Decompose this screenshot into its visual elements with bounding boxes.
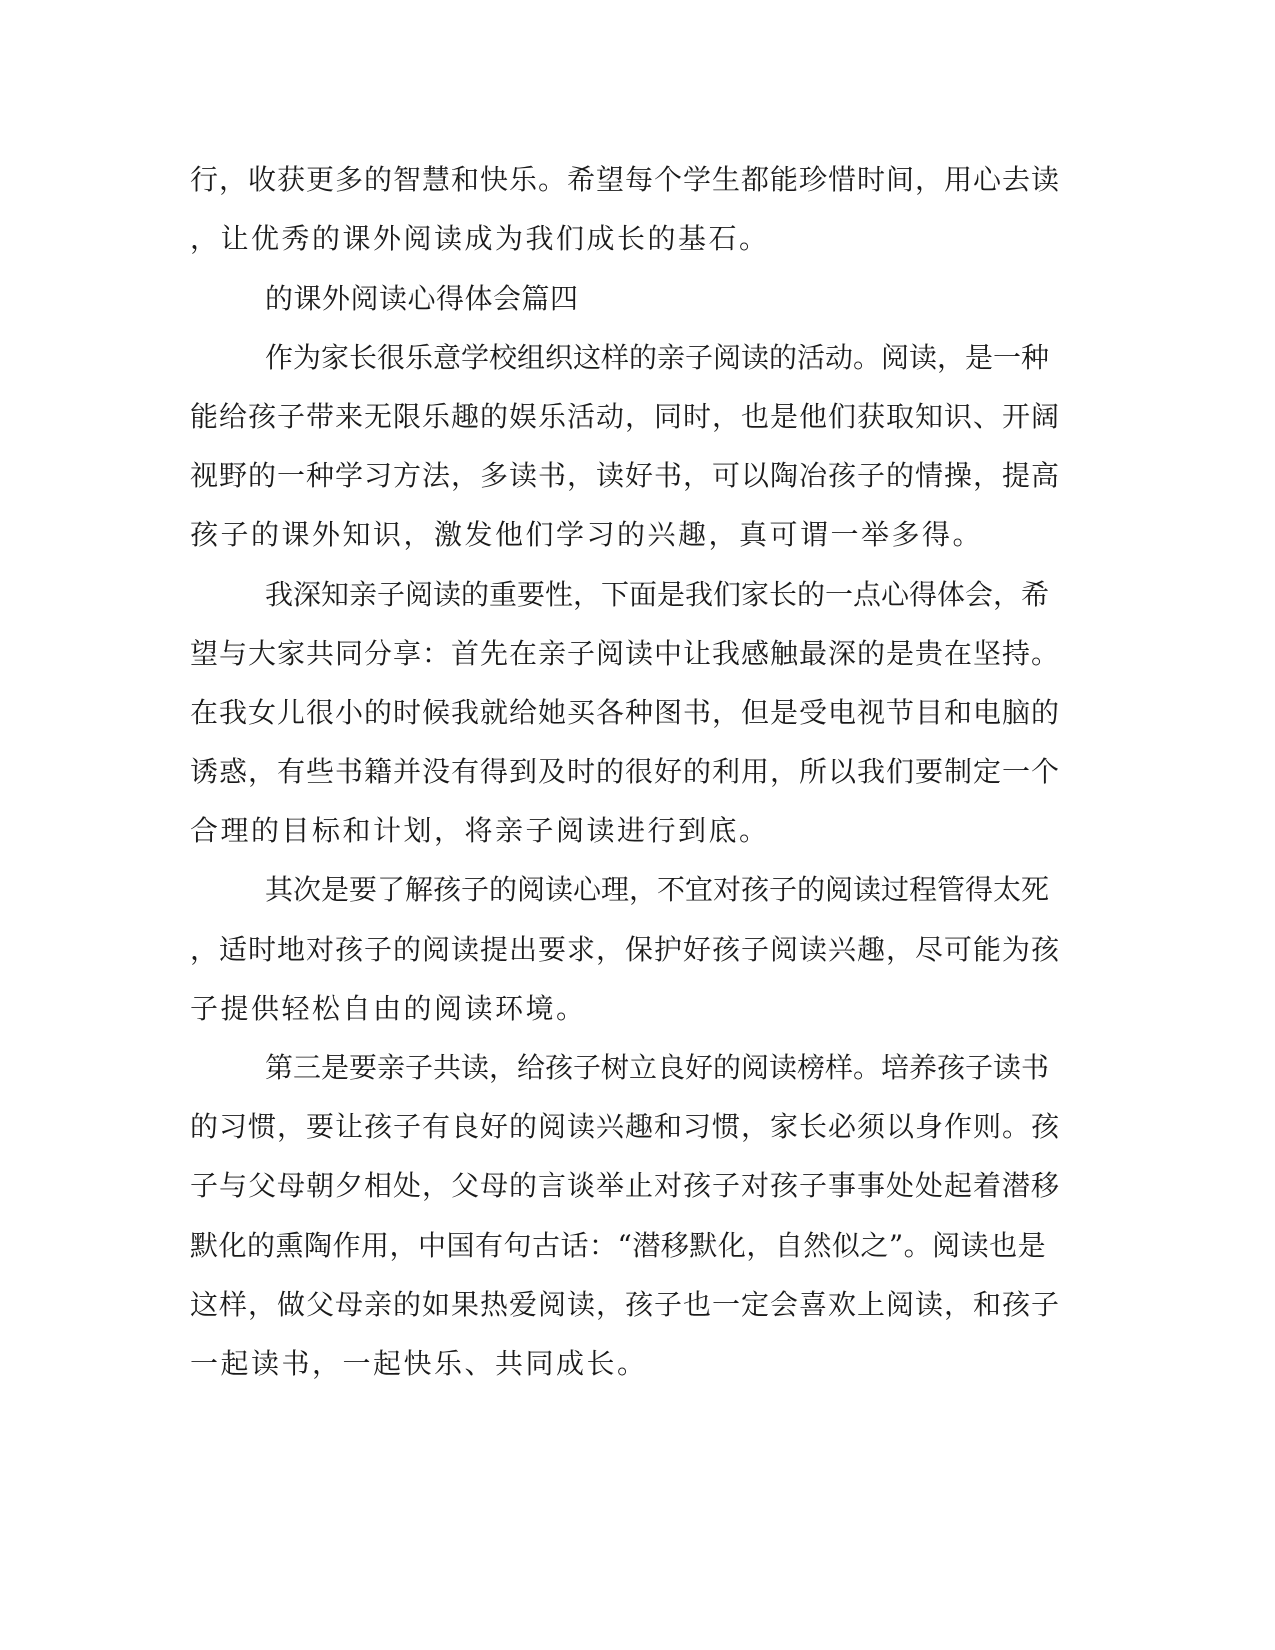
- text-line: 我深知亲子阅读的重要性，下面是我们家长的一点心得体会，希: [265, 578, 1050, 611]
- text-line: 能给孩子带来无限乐趣的娱乐活动，同时，也是他们获取知识、开阔: [190, 400, 1061, 433]
- text-line: 默化的熏陶作用，中国有句古话：“潜移默化，自然似之”。阅读也是: [190, 1229, 1047, 1262]
- text-line: 的习惯，要让孩子有良好的阅读兴趣和习惯，家长必须以身作则。孩: [190, 1110, 1061, 1143]
- text-line: 子与父母朝夕相处，父母的言谈举止对孩子对孩子事事处处起着潜移: [190, 1169, 1061, 1202]
- section-heading: 的课外阅读心得体会篇四: [265, 282, 579, 315]
- text-line: 子提供轻松自由的阅读环境。: [190, 992, 587, 1025]
- text-line: 第三是要亲子共读，给孩子树立良好的阅读榜样。培养孩子读书: [265, 1051, 1050, 1084]
- text-line: 视野的一种学习方法，多读书，读好书，可以陶冶孩子的情操，提高: [190, 459, 1061, 492]
- text-line: 其次是要了解孩子的阅读心理，不宜对孩子的阅读过程管得太死: [265, 873, 1050, 906]
- text-line: 望与大家共同分享：首先在亲子阅读中让我感触最深的是贵在坚持。: [190, 637, 1061, 670]
- text-line: 诱惑，有些书籍并没有得到及时的很好的利用，所以我们要制定一个: [190, 755, 1061, 788]
- text-line: 作为家长很乐意学校组织这样的亲子阅读的活动。阅读，是一种: [265, 341, 1050, 374]
- text-line: 在我女儿很小的时候我就给她买各种图书，但是受电视节目和电脑的: [190, 696, 1061, 729]
- text-line: 行，收获更多的智慧和快乐。希望每个学生都能珍惜时间，用心去读: [190, 163, 1061, 196]
- text-line: ，让优秀的课外阅读成为我们成长的基石。: [190, 222, 770, 255]
- text-line: 孩子的课外知识，激发他们学习的兴趣，真可谓一举多得。: [190, 518, 984, 551]
- text-line: 这样，做父母亲的如果热爱阅读，孩子也一定会喜欢上阅读，和孩子: [190, 1288, 1061, 1321]
- text-line: ，适时地对孩子的阅读提出要求，保护好孩子阅读兴趣，尽可能为孩: [190, 933, 1061, 966]
- text-line: 一起读书，一起快乐、共同成长。: [190, 1347, 648, 1380]
- text-line: 合理的目标和计划，将亲子阅读进行到底。: [190, 814, 770, 847]
